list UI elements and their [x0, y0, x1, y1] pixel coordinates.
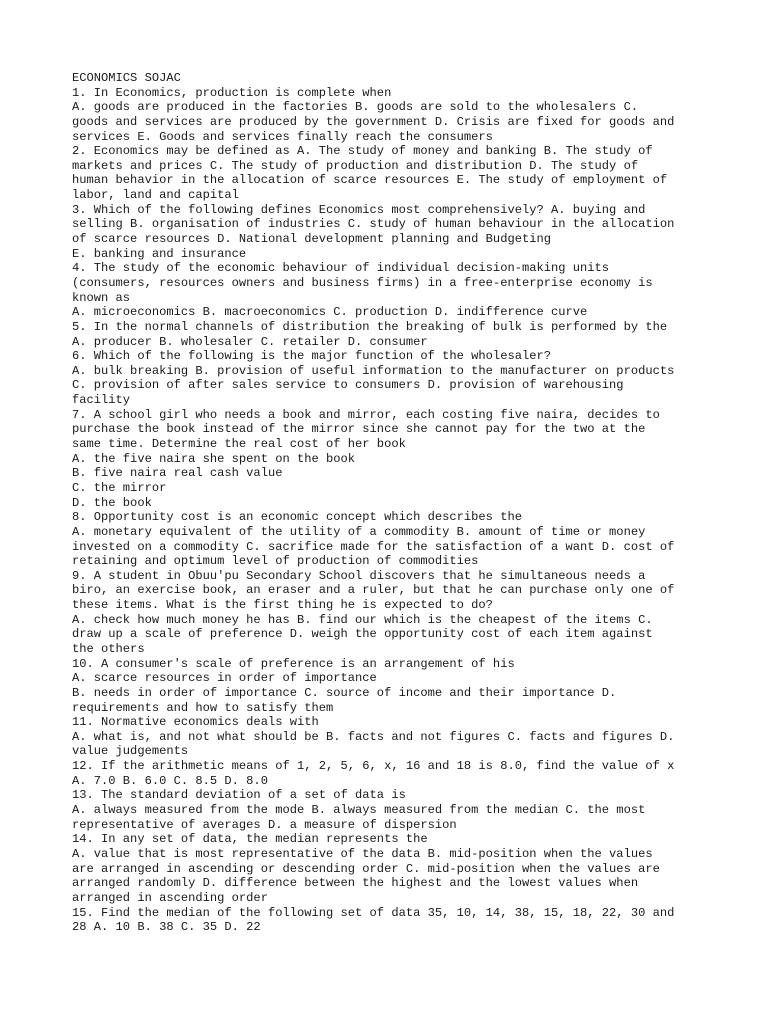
question-10-option-a: A. scarce resources in order of importance: [72, 671, 377, 686]
question-4-text-line-1: 4. The study of the economic behaviour of individual decision-making units: [72, 261, 610, 276]
question-13-text: 13. The standard deviation of a set of data is: [72, 788, 406, 803]
document-title: ECONOMICS SOJAC: [72, 71, 181, 85]
question-1-options-line-3: services E. Goods and services finally reach the consumers: [72, 129, 493, 144]
question-8-options-line-2: invested on a commodity C. sacrifice made for the satisfaction of a want D. cost of: [72, 539, 675, 554]
question-11-options-line-1: A. what is, and not what should be B. facts and not figures C. facts and figures D.: [72, 729, 675, 744]
question-7-text-line-2: purchase the book instead of the mirror since she cannot pay for the two at the: [72, 422, 646, 437]
question-1-options-line-1: A. goods are produced in the factories B. goods are sold to the wholesalers C.: [72, 100, 639, 115]
question-7-text-line-3: same time. Determine the real cost of her book: [72, 437, 406, 452]
question-8-options-line-3: retaining and optimum level of production of commodities: [72, 554, 479, 569]
question-13-options-line-2: representative of averages D. a measure of dispersion: [72, 817, 457, 832]
question-14-options-line-1: A. value that is most representative of the data B. mid-position when the values: [72, 846, 653, 861]
question-4-text-line-2: (consumers, resources owners and business firms) in a free-enterprise economy is: [72, 275, 653, 290]
question-6-options-line-1: A. bulk breaking B. provision of useful information to the manufacturer on products: [72, 363, 675, 378]
question-6-options-line-3: facility: [72, 393, 131, 408]
question-3-text-line-4: E. banking and insurance: [72, 246, 247, 261]
question-2-text-line-4: labor, land and capital: [72, 188, 239, 203]
question-10-options-line-2: B. needs in order of importance C. source of income and their importance D.: [72, 685, 617, 700]
question-9-options-line-1: A. check how much money he has B. find our which is the cheapest of the items C.: [72, 612, 653, 627]
question-9-options-line-3: the others: [72, 641, 145, 656]
question-2-text-line-2: markets and prices C. The study of production and distribution D. The study of: [72, 158, 639, 173]
question-4-options: A. microeconomics B. macroeconomics C. production D. indifference curve: [72, 305, 588, 320]
question-7-option-a: A. the five naira she spent on the book: [72, 451, 356, 466]
question-6-options-line-2: C. provision of after sales service to consumers D. provision of warehousing: [72, 378, 624, 393]
question-5-text: 5. In the normal channels of distribution the breaking of bulk is performed by the: [72, 319, 668, 334]
question-9-options-line-2: draw up a scale of preference D. weigh the opportunity cost of each item against: [72, 627, 653, 642]
question-9-text-line-1: 9. A student in Obuu'pu Secondary School discovers that he simultaneous needs a: [72, 568, 646, 583]
question-9-text-line-3: these items. What is the first thing he is expected to do?: [72, 598, 493, 613]
question-5-options: A. producer B. wholesaler C. retailer D. consumer: [72, 334, 428, 349]
question-7-text-line-1: 7. A school girl who needs a book and mirror, each costing five naira, decides to: [72, 407, 660, 422]
question-6-text: 6. Which of the following is the major function of the wholesaler?: [72, 349, 551, 364]
question-7-option-d: D. the book: [72, 495, 152, 510]
question-12-options: A. 7.0 B. 6.0 C. 8.5 D. 8.0: [72, 773, 268, 788]
question-11-text: 11. Normative economics deals with: [72, 715, 319, 730]
question-12-text: 12. If the arithmetic means of 1, 2, 5, 6, x, 16 and 18 is 8.0, find the value of x: [72, 759, 675, 774]
question-10-options-line-3: requirements and how to satisfy them: [72, 700, 334, 715]
question-4-text-line-3: known as: [72, 290, 131, 305]
question-15-options: 28 A. 10 B. 38 C. 35 D. 22: [72, 920, 261, 935]
question-3-text-line-3: of scarce resources D. National development planning and Budgeting: [72, 232, 551, 247]
question-11-options-line-2: value judgements: [72, 744, 189, 759]
question-7-option-c: C. the mirror: [72, 480, 167, 495]
document-page: [72, 71, 732, 935]
question-1-text: 1. In Economics, production is complete when: [72, 85, 392, 100]
question-10-text: 10. A consumer's scale of preference is an arrangement of his: [72, 656, 515, 671]
question-13-options-line-1: A. always measured from the mode B. always measured from the median C. the most: [72, 803, 646, 818]
question-14-options-line-3: arranged randomly D. difference between the highest and the lowest values when: [72, 876, 639, 891]
question-3-text-line-2: selling B. organisation of industries C. study of human behaviour in the allocation: [72, 217, 675, 232]
question-9-text-line-2: biro, an exercise book, an eraser and a ruler, but that he can purchase only one of: [72, 583, 675, 598]
question-14-text: 14. In any set of data, the median represents the: [72, 832, 428, 847]
question-14-options-line-4: arranged in ascending order: [72, 890, 268, 905]
question-15-text: 15. Find the median of the following set of data 35, 10, 14, 38, 15, 18, 22, 30 and: [72, 905, 675, 920]
question-2-text-line-3: human behavior in the allocation of scarce resources E. The study of employment of: [72, 173, 668, 188]
question-8-text: 8. Opportunity cost is an economic concept which describes the: [72, 510, 522, 525]
question-14-options-line-2: are arranged in ascending or descending order C. mid-position when the values are: [72, 861, 660, 876]
question-2-text-line-1: 2. Economics may be defined as A. The study of money and banking B. The study of: [72, 144, 653, 159]
question-3-text-line-1: 3. Which of the following defines Economics most comprehensively? A. buying and: [72, 202, 646, 217]
question-7-option-b: B. five naira real cash value: [72, 466, 283, 481]
question-1-options-line-2: goods and services are produced by the government D. Crisis are fixed for goods and: [72, 114, 675, 129]
question-8-options-line-1: A. monetary equivalent of the utility of a commodity B. amount of time or money: [72, 524, 646, 539]
